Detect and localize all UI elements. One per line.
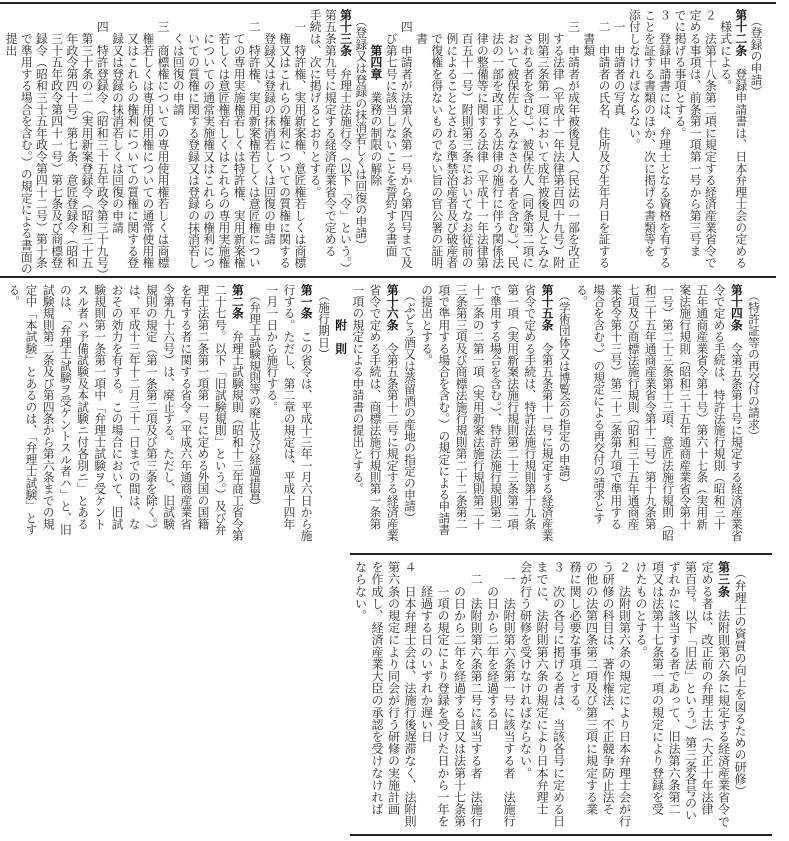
text-line: ２ 法第十八条第二項に規定する経済産業省令で (703, 9, 718, 269)
text-line: （ぶどう酒又は蒸留酒の産地の指定の申請） (402, 284, 417, 524)
text-line: う研修の科目は、著作権法、不正競争防止法そ (601, 561, 615, 816)
text-line: 項で準用する場合を含む。）の規定による申請書 (437, 284, 452, 536)
text-line: でに掲げる事項とする。 (672, 9, 687, 139)
article-text: 弁理士法施行令（以下「令」という。） (338, 56, 353, 275)
text-line (733, 9, 748, 273)
text-line: 権若しくは専用使用権についての通常使用権 (140, 9, 155, 269)
text-line: 二 法附則第六条第二号に該当する者 法施行 (469, 561, 483, 828)
text-line: 三条第三項及び商標法施行規則第二十二条第二 (454, 284, 469, 530)
text-line: 定中「本試験」とあるのは、「弁理士試験」とす (24, 284, 39, 536)
article-heading: 第十三条 (338, 9, 353, 57)
text-line: おその効力を有する。この場合において、旧試 (110, 284, 125, 530)
article-text: 弁理士試験規則（昭和十三年商工省令第 (230, 319, 245, 542)
bottom-rule (350, 834, 772, 836)
article-text: 令第五条第十号に規定する経済産業省 (729, 330, 744, 542)
article-heading: 第二条 (230, 284, 245, 320)
text-line: おいて被保佐人とみなされる者を含む。）、民 (505, 9, 520, 269)
text-line: で準用する場合を含む。）の規定による書面の (19, 9, 34, 275)
text-line: 和三十五年通商産業省令第十二号）第十九条第 (643, 284, 658, 530)
text-line: 二 申請者の氏名、住所及び生年月日を証する (596, 9, 611, 269)
text-line: 令第九十六号）は、廃止する。ただし、旧試験 (162, 284, 177, 530)
text-line: 理士法第二条第一項第一号に定める外国の国籍 (196, 284, 211, 530)
text-line: を作成し、経済産業大臣の承認を受けなければ (370, 561, 384, 816)
text-line: 四 特許登録令（昭和三十五年政令第三十九号） (95, 9, 110, 281)
text-line: 令で定める手続は、特許法施行規則（昭和三十 (712, 284, 727, 530)
text-line (332, 284, 349, 548)
text-line: のは、「弁理士試験ヲ受ケントスル者ハ」と、旧 (58, 284, 73, 536)
text-line: は、平成十三年十二月三十一日までの間は、な (127, 284, 142, 530)
text-line: 験規則第一条第一項中「弁理士試験ヲ受ケント (93, 284, 108, 530)
text-line: ３ 登録申請書には、弁理士となる資格を有する (657, 9, 672, 269)
text-block-upper (3, 9, 763, 281)
text-line: ならない。 (353, 561, 368, 622)
text-line: する法律（平成十一年法律第百四十九号）附 (551, 9, 566, 269)
text-line: の提出とする。 (420, 284, 435, 366)
text-line: についての通常実施権又はこれらの権利につ (201, 9, 216, 269)
text-line (715, 561, 732, 831)
text-line: 提出 (4, 9, 19, 57)
article-heading: 附 則 (334, 284, 349, 355)
text-line: 定める事項は、前条第一項第一号から第三号ま (688, 9, 703, 257)
text-line (229, 284, 246, 548)
text-line: 三 申請者が成年被後見人（民法の一部を改正 (566, 9, 581, 269)
text-line (384, 284, 401, 548)
text-line: 第三十条の二（実用新案登録令（昭和三十五 (80, 9, 95, 269)
text-line: 二十七号。以下「旧試験規則」という。）及び弁 (213, 284, 228, 536)
article-text: 業務の制限の解除 (368, 79, 383, 187)
top-rule (0, 2, 776, 4)
text-line: 二 特許権、実用新案権若しくは意匠権につい (247, 9, 262, 269)
text-line: （施行期日） (316, 284, 331, 361)
text-line: までに、法附則第六条の規定により日本弁理士 (535, 561, 549, 816)
article-text: 令第五条第十一号に規定する経済産業 (540, 330, 555, 542)
text-line: 一項の規定による申請書の提出とする。 (351, 284, 366, 495)
text-line: 試験規則第二条及び第四条から第六条までの規 (41, 284, 56, 530)
text-line: を有する者に関する省令（平成六年通商産業省 (179, 284, 194, 530)
text-line: 添付しなければならない。 (627, 9, 642, 151)
text-line: 七項及び商標法施行規則（昭和三十五年通商産 (626, 284, 641, 530)
text-line: 一項の規定により登録を受けた日から一年を (436, 561, 450, 828)
text-line: る。 (7, 284, 22, 308)
text-line: 若しくは意匠権若しくはこれらの専用実施権 (216, 9, 231, 269)
article-text: 登録申請書は、日本弁理士会の定める (733, 56, 748, 269)
text-line: 手続は、次に掲げるとおりとする。 (308, 9, 323, 198)
text-line: （登録又は登録の抹消若しくは回復の申請） (353, 9, 368, 251)
text-line: 項又は法第十七条第一項の規定により登録を受 (650, 561, 665, 816)
text-line: 業省令第十三号）第二十二条第九項で準用する (609, 284, 624, 530)
text-line: 録又は登録の抹消若しくは回復の申請 (110, 9, 125, 234)
text-line: けたものとする。 (634, 561, 648, 658)
text-line: 一号）第二十三条第十三項、意匠法施行規則（昭 (660, 284, 675, 542)
text-line: （特許証等の再交付の請求） (747, 284, 761, 442)
text-line: 登録又は登録の抹消若しくは回復の申請 (262, 9, 277, 245)
text-line: 第六条の規定により同会が行う研修の実施計画 (386, 561, 401, 816)
text-line: 第一項（実用新案法施行規則第二十三条第二項 (506, 284, 521, 530)
text-line: ４ 日本弁理士会は、法施行後遅滞なく、法附則 (403, 561, 417, 828)
text-line: 又はこれらの権利についての質権に関する登 (125, 9, 140, 269)
article-text: この省令は、平成十三年一月六日から施 (299, 319, 314, 542)
text-line: 一月一日から施行する。 (265, 284, 280, 413)
text-line: 一 申請者の写真 (612, 9, 627, 116)
text-line: で準用する場合を含む。）、特許法施行規則第二 (488, 284, 503, 530)
text-line (368, 9, 383, 273)
text-line: び第七号に該当しないことを誓約する書面 (384, 9, 399, 257)
text-line: ３ 次の各号に掲げる者は、当該各号に定める日 (551, 561, 566, 828)
text-line: 十二条の二第一項（実用新案法施行規則第二十 (471, 284, 486, 530)
text-line: スル者ハ予備試験及本試験ニ付各別ニ」とある (76, 284, 91, 530)
text-line: 例によることとされる準禁治産者及び破産者 (444, 9, 459, 269)
text-line: くは回復の申請 (171, 9, 186, 116)
text-line: 定める者は、改正前の弁理士法（大正十年法律 (700, 561, 714, 816)
text-line: される者を含む。）、被保佐人（同条第二項に (520, 9, 535, 269)
text-line: 案法施行規則（昭和三十五年通商産業省令第十 (678, 284, 693, 530)
text-line: 三 商標権についての専用使用権若しくは商標 (156, 9, 171, 269)
text-line: ての専用実施権若しくは特許権、実用新案権 (232, 9, 247, 269)
text-line: 録令（昭和三十五年政令第四十二号）第十条 (34, 9, 49, 269)
article-heading: 第四章 (368, 9, 383, 80)
text-block-lower (352, 561, 748, 831)
text-line: 則第三条第一項において成年被後見人とみな (536, 9, 551, 269)
text-line: 律の整備等に関する法律（平成十一年法律第 (475, 9, 490, 269)
article-heading: 第三条 (716, 561, 731, 598)
text-line: ことを証する書類のほか、次に掲げる書類等を (642, 9, 657, 257)
text-line: （登録の申請） (749, 9, 763, 98)
text-line: ずれかに該当する者であって、旧法第六条第二 (667, 561, 681, 816)
text-line: （弁理士試験規則等の廃止及び経過措置） (248, 284, 263, 513)
text-line: 権又はこれらの権利についての質権に関する (277, 9, 292, 269)
article-heading: 第十二条 (733, 9, 748, 57)
text-line: ２ 法附則第六条の規定により日本弁理士会が行 (617, 561, 632, 828)
row-divider (0, 276, 776, 278)
text-line: 様式による。 (718, 9, 733, 92)
text-block-middle (5, 284, 762, 548)
text-line: 法の一部を改正する法律の施行に伴う関係法 (490, 9, 505, 269)
text-line: 場合を含む。）の規定による再交付の請求とす (592, 284, 607, 524)
text-line: 一 法附則第六条第一号に該当する者 法施行 (502, 561, 516, 828)
text-line: の他の法第四条第二項及び第三項に規定する業 (584, 561, 599, 816)
article-text: 法附則第六条に規定する経済産業省令で (716, 597, 731, 828)
text-line: 務に関し必要な事項とする。 (568, 561, 582, 719)
text-line: 五年通商産業省令第十号）第六十七条（実用新 (695, 284, 710, 530)
text-line: 書類 (581, 9, 596, 57)
text-line: 行する。ただし、第二章の規定は、平成十四年 (282, 284, 297, 530)
article-heading: 第十五条 (540, 284, 555, 331)
text-line: 第百号。以下「旧法」という。）第三条各号のい (683, 561, 698, 822)
text-line: 一 特許権、実用新案権、意匠権若しくは商標 (292, 9, 307, 269)
text-line (298, 284, 315, 548)
text-line: 経過する日のいずれか遅い日 (419, 561, 434, 743)
text-line: 百五十一号）附則第三条においてなお従前の (460, 9, 475, 269)
text-line: の日から二年を経過する日又は法第十七条第 (452, 561, 467, 828)
text-line: 会が行う研修を受けなければならない。 (518, 561, 533, 779)
text-line: で復権を得ないものでない旨の官公署の証明 (429, 9, 444, 269)
text-line: 四 申請者が法第八条第一号から第四号まで及 (399, 9, 414, 269)
text-line: 規則の規定（第一条第二項及び第三条を除く。） (144, 284, 159, 536)
text-line (728, 284, 745, 548)
text-line: 三十五年政令第四十一号）第七条及び商標登 (49, 9, 64, 269)
article-text: 令第五条第十二号に規定する経済産業 (385, 330, 400, 542)
text-line (337, 9, 352, 273)
article-heading: 第一条 (299, 284, 314, 320)
text-line: 年政令第四十号）第七条、意匠登録令（昭和 (64, 9, 79, 269)
text-line: 省令で定める手続は、商標法施行規則第一条第 (368, 284, 383, 530)
text-line: 書 (414, 9, 429, 45)
article-heading: 第十四条 (729, 284, 744, 331)
text-line: いての質権に関する登録又は登録の抹消若し (186, 9, 201, 269)
text-line: 省令で定める手続は、特許法施行規則第十九条 (523, 284, 538, 530)
text-line: （学術団体又は博覧会の指定の申請） (557, 284, 572, 489)
text-line: る。 (574, 284, 589, 308)
text-line: （弁理士の資質の向上を図るための研修） (733, 561, 747, 797)
text-line (538, 284, 555, 548)
text-line: 第五条第九号に規定する経済産業省令で定める (323, 9, 338, 257)
text-line: の日から二年を経過する日 (485, 561, 500, 731)
article-heading: 第十六条 (385, 284, 400, 331)
row-divider (350, 553, 772, 555)
